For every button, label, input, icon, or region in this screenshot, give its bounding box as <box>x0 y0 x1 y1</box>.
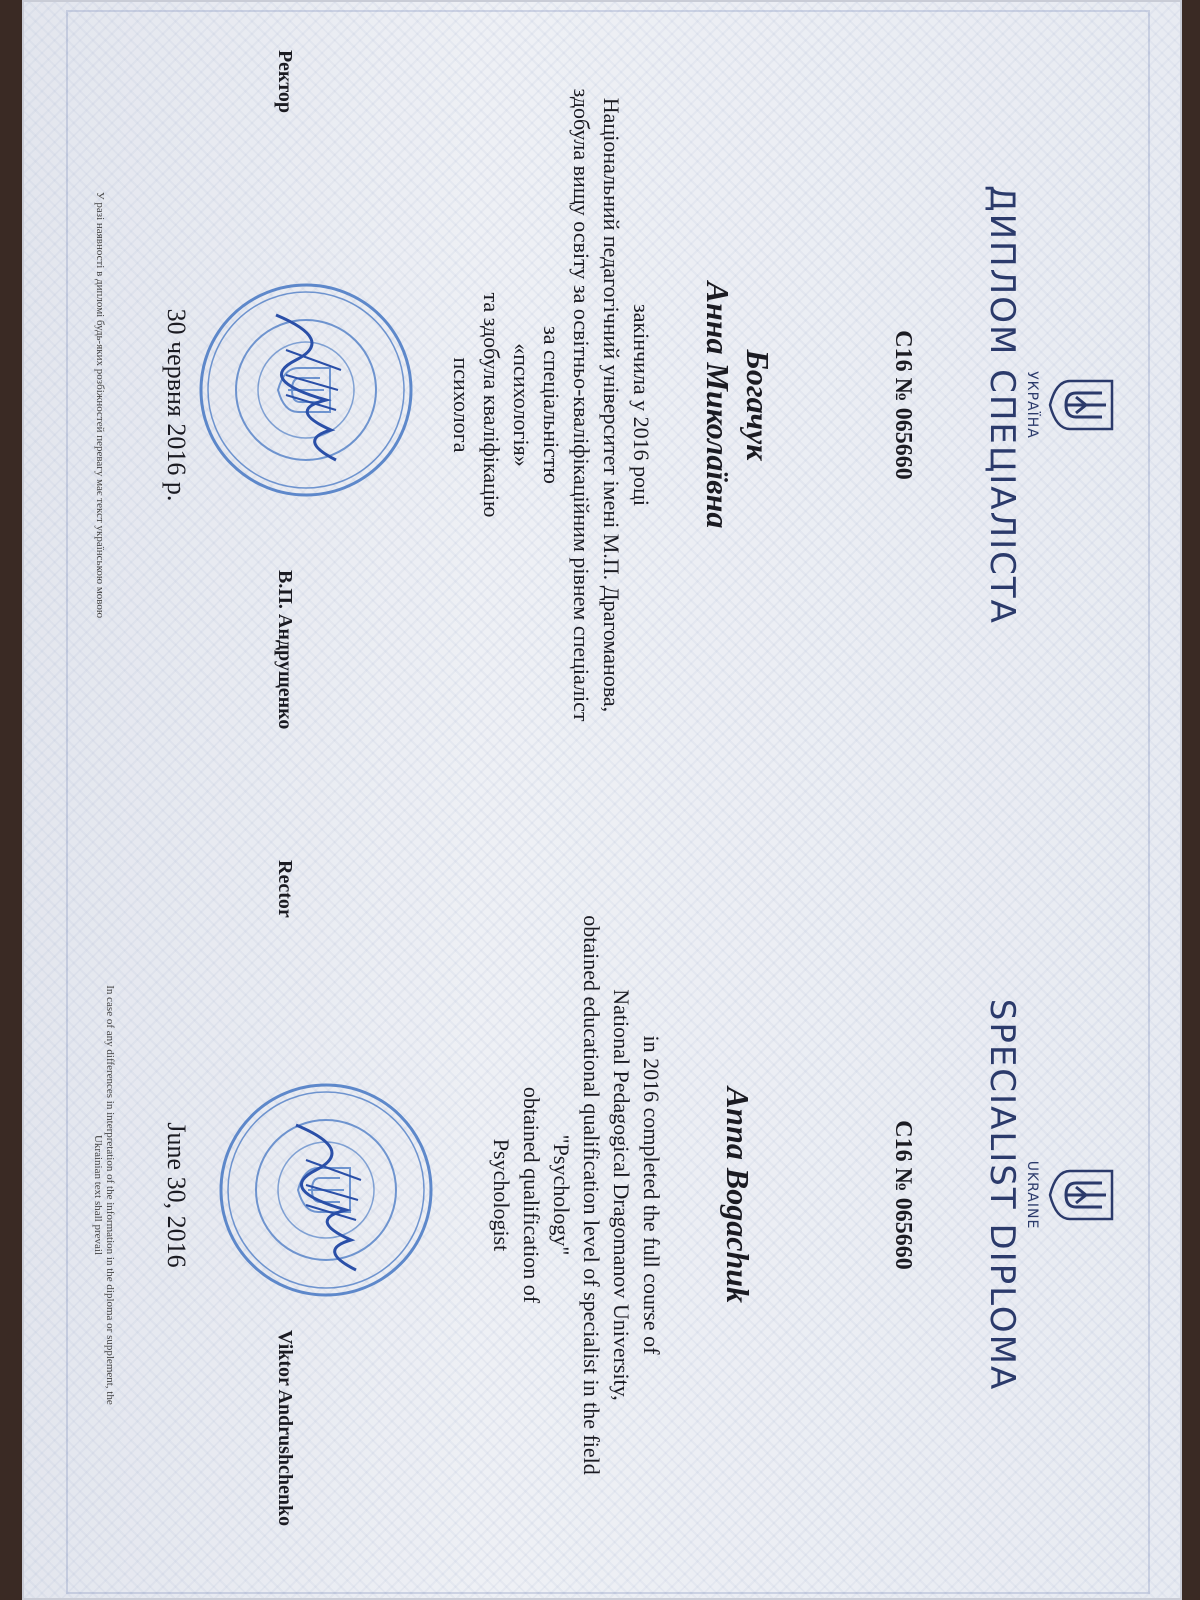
rector-name: Viktor Andrushchenko <box>274 1330 296 1527</box>
rector-name: В.П. Андрущенко <box>274 570 296 730</box>
rector-signature-icon <box>266 310 356 470</box>
graduate-surname: Богачук <box>740 349 776 461</box>
body-line: "Psychology" <box>549 1134 574 1256</box>
graduate-name: Anna Bogachuk <box>720 1086 756 1304</box>
diploma-title: SPECIALIST DIPLOMA <box>982 998 1022 1392</box>
body-line: obtained educational qualification level of specialist in the field <box>579 915 604 1475</box>
language-precedence-note: У разі наявності в дипломі будь-яких розбіжностей перевагу має текст українською мовою <box>94 191 106 619</box>
body-line: Psychologist <box>489 1138 514 1252</box>
english-half <box>66 800 1146 1590</box>
footnote-line: In case of any differences in interpretation of the information in the diploma or supplement, the <box>104 985 116 1405</box>
trident-emblem-icon <box>1048 377 1116 433</box>
issue-date: June 30, 2016 <box>162 1122 191 1268</box>
diploma-body-text <box>446 40 656 770</box>
diploma-serial-number: C16 № 065660 <box>890 1120 916 1270</box>
body-line: Національний педагогічний університет імені М.П. Драгоманова, <box>599 97 624 713</box>
diploma-body-text <box>486 830 666 1560</box>
body-line: та здобула кваліфікацію <box>479 292 504 518</box>
diploma-serial-number: С16 № 065660 <box>890 330 916 480</box>
body-line: здобула вищу освіту за освітньо-кваліфікаційним рівнем спеціаліст <box>569 88 594 722</box>
trident-emblem-icon <box>1048 1167 1116 1223</box>
body-line: National Pedagogical Dragomanov University, <box>609 989 634 1401</box>
graduate-given-names: Анна Миколаївна <box>700 281 736 529</box>
footnote-line: Ukrainian text shall prevail <box>92 1134 104 1256</box>
diploma-title: ДИПЛОМ СПЕЦІАЛІСТА <box>982 185 1022 625</box>
rector-signature-icon <box>286 1120 376 1280</box>
issue-date: 30 червня 2016 р. <box>162 308 191 502</box>
language-precedence-note <box>92 820 116 1570</box>
ukrainian-half <box>66 10 1146 800</box>
body-line: obtained qualification of <box>519 1086 544 1304</box>
country-label: УКРАЇНА <box>1024 371 1040 439</box>
rector-label: Rector <box>274 860 296 918</box>
body-line: «психологія» <box>509 343 534 467</box>
body-line: психолога <box>449 357 474 453</box>
rotated-diploma-content <box>66 10 1146 1590</box>
diploma-sheet <box>22 0 1182 1600</box>
country-label: UKRAINE <box>1024 1160 1040 1230</box>
body-line: in 2016 completed the full course of <box>639 1035 664 1355</box>
body-line: закінчила у 2016 році <box>629 304 654 506</box>
body-line: за спеціальністю <box>539 326 564 484</box>
rector-label: Ректор <box>274 50 296 114</box>
